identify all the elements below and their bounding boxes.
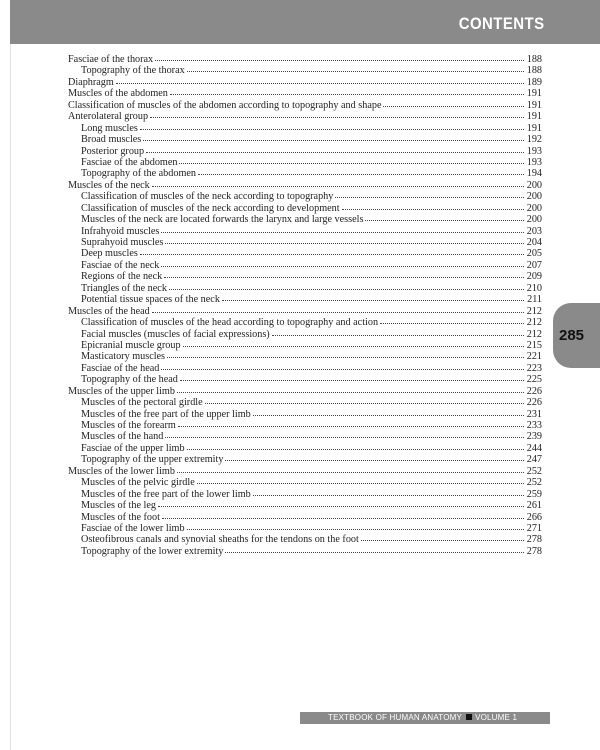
toc-entry [68,306,542,317]
toc-entry-page: 192 [526,134,542,146]
toc-entry-page: 252 [526,477,542,489]
toc-entry [68,466,542,477]
toc-entry [68,386,542,397]
toc-dot-leader [205,402,524,404]
toc-dot-leader [272,334,524,336]
toc-dot-leader [177,391,524,393]
toc-entry-title: Classification of muscles of the neck according to topography [81,191,334,203]
toc-entry-page: 203 [526,225,542,237]
toc-entry-title: Muscles of the hand [81,431,164,443]
toc-entry-title: Muscles of the neck [68,179,150,191]
toc-entry-page: 212 [526,328,542,340]
toc-entry [68,65,542,76]
toc-dot-leader [116,82,524,84]
toc-dot-leader [146,151,524,153]
toc-entry-title: Fasciae of the head [81,362,160,374]
toc-entry-title: Fasciae of the neck [81,259,160,271]
toc-entry-page: 188 [526,54,542,65]
toc-entry-page: 266 [526,511,542,523]
footer-book-title: TEXTBOOK OF HUMAN ANATOMY [328,713,463,722]
toc-entry [68,523,542,534]
toc-entry [68,203,542,214]
toc-dot-leader [383,105,524,107]
toc-dot-leader [335,196,524,198]
toc-entry-page: 212 [526,317,542,329]
toc-dot-leader [161,231,524,233]
toc-entry-title: Fasciae of the abdomen [81,156,178,168]
toc-entry-title: Classification of muscles of the head according to topography and action [81,317,379,329]
toc-entry-title: Classification of muscles of the abdomen according to topography and shape [68,99,382,111]
toc-entry-page: 226 [526,385,542,397]
toc-entry [68,226,542,237]
toc-entry-page: 278 [526,545,542,557]
toc-entry-page: 247 [526,454,542,466]
toc-dot-leader [140,128,524,130]
toc-entry-title: Suprahyoid muscles [81,237,164,248]
toc-entry-title: Classification of muscles of the neck according to development [81,202,340,214]
toc-dot-leader [365,219,524,221]
toc-entry-page: 211 [527,294,542,306]
toc-entry-title: Fasciae of the upper limb [81,442,185,454]
toc-entry-page: 204 [526,237,542,248]
toc-entry-title: Muscles of the forearm [81,420,176,431]
toc-dot-leader [180,379,524,381]
toc-dot-leader [225,459,524,461]
toc-entry-title: Deep muscles [81,248,138,260]
toc-entry-title: Masticatory muscles [81,351,166,363]
toc-entry [68,168,542,179]
toc-entry [68,477,542,488]
toc-dot-leader [162,517,524,519]
toc-entry-title: Muscles of the head [68,305,150,317]
toc-entry [68,88,542,99]
toc-dot-leader [183,345,524,347]
toc-dot-leader [170,93,524,95]
toc-entry-page: 194 [526,168,542,180]
toc-entry-page: 193 [526,145,542,157]
page-gutter-line [10,0,11,750]
toc-entry-title: Muscles of the lower limb [68,465,175,477]
toc-entry [68,214,542,225]
page-header [10,0,600,44]
toc-entry [68,271,542,282]
toc-dot-leader [179,162,524,164]
toc-entry [68,294,542,305]
toc-dot-leader [178,425,524,427]
toc-entry-page: 191 [526,99,542,111]
toc-dot-leader [361,539,524,541]
toc-entry [68,100,542,111]
toc-dot-leader [140,253,524,255]
toc-dot-leader [150,116,524,118]
toc-entry-title: Fasciae of the lower limb [81,522,185,534]
toc-entry-page: 226 [526,397,542,409]
toc-entry-page: 231 [526,408,542,420]
toc-entry-page: 225 [526,374,542,386]
toc-entry [68,237,542,248]
toc-entry-title: Osteofibrous canals and synovial sheaths for the tendons on the foot [81,534,359,546]
toc-dot-leader [164,276,524,278]
toc-entry-title: Facial muscles (muscles of facial expressions) [81,328,270,340]
toc-dot-leader [165,436,524,438]
toc-entry-title: Topography of the head [81,374,178,386]
toc-entry-title: Topography of the upper extremity [81,454,224,466]
toc-entry-title: Muscles of the abdomen [68,88,168,100]
toc-entry-title: Posterior group [81,145,145,157]
toc-entry-title: Epicranial muscle group [81,339,181,351]
toc-entry [68,157,542,168]
toc-entry [68,420,542,431]
toc-entry [68,123,542,134]
toc-entry-title: Long muscles [81,122,138,134]
toc-dot-leader [253,494,524,496]
toc-entry [68,374,542,385]
footer-volume: VOLUME 1 [475,713,518,722]
toc-entry-page: 212 [526,305,542,317]
toc-entry [68,111,542,122]
toc-entry-page: 207 [526,259,542,271]
toc-dot-leader [143,139,524,141]
toc-dot-leader [380,322,524,324]
footer-text [328,712,517,724]
toc-entry-title: Muscles of the pelvic girdle [81,477,195,489]
toc-dot-leader [187,528,524,530]
page-number-tab [553,303,600,368]
toc-dot-leader [253,414,524,416]
toc-entry-page: 191 [526,88,542,100]
toc-dot-leader [187,448,524,450]
toc-entry-page: 233 [526,420,542,431]
toc-entry [68,146,542,157]
toc-entry-title: Muscles of the neck are located forwards the larynx and large vessels [81,214,364,226]
toc-entry-page: 223 [526,362,542,374]
toc-dot-leader [161,368,524,370]
toc-entry-page: 261 [526,500,542,512]
toc-entry-page: 205 [526,248,542,260]
page-number: 285 [559,327,585,344]
toc-entry-page: 239 [526,431,542,443]
toc-entry-page: 259 [526,488,542,500]
toc-entry [68,512,542,523]
toc-entry-title: Regions of the neck [81,271,163,283]
toc-entry-page: 193 [526,156,542,168]
toc-entry [68,191,542,202]
toc-entry [68,489,542,500]
toc-dot-leader [197,482,524,484]
toc-entry-title: Triangles of the neck [81,282,167,294]
toc-entry-title: Muscles of the free part of the lower limb [81,488,251,500]
toc-entry-page: 209 [526,271,542,283]
toc-entry [68,340,542,351]
toc-entry [68,409,542,420]
toc-entry [68,534,542,545]
toc-entry [68,546,542,557]
page-title: CONTENTS [458,14,544,33]
toc-entry-title: Infrahyoid muscles [81,225,160,237]
toc-dot-leader [152,311,524,313]
toc-entry [68,363,542,374]
toc-entry-title: Topography of the lower extremity [81,545,224,557]
toc-dot-leader [155,59,524,61]
toc-entry-title: Broad muscles [81,134,142,146]
toc-dot-leader [187,70,524,72]
toc-entry-title: Muscles of the foot [81,511,160,523]
toc-entry-title: Potential tissue spaces of the neck [81,294,220,306]
toc-entry [68,248,542,259]
toc-entry-page: 271 [526,522,542,534]
toc-entry-page: 215 [526,339,542,351]
toc-entry-title: Muscles of the free part of the upper limb [81,408,251,420]
toc-entry [68,180,542,191]
toc-entry [68,431,542,442]
toc-entry-page: 188 [526,65,542,77]
footer-bar [300,712,550,724]
toc-entry-title: Diaphragm [68,76,114,88]
toc-entry [68,77,542,88]
toc-dot-leader [222,299,524,301]
toc-dot-leader [198,173,524,175]
toc-entry-page: 200 [526,191,542,203]
toc-entry [68,134,542,145]
toc-entry-title: Anterolateral group [68,111,149,123]
toc-entry-page: 189 [526,76,542,88]
toc-dot-leader [177,471,524,473]
toc-dot-leader [165,242,524,244]
toc-entry [68,397,542,408]
toc-entry-title: Topography of the abdomen [81,168,196,180]
toc-entry-page: 191 [526,122,542,134]
toc-dot-leader [342,208,524,210]
toc-entry-page: 210 [526,282,542,294]
toc-dot-leader [158,505,524,507]
toc-entry [68,351,542,362]
toc-entry-page: 252 [526,465,542,477]
toc-entry [68,317,542,328]
toc-dot-leader [161,265,524,267]
toc-entry-title: Topography of the thorax [81,65,185,77]
toc-entry [68,500,542,511]
toc-entry [68,443,542,454]
toc-entry-page: 200 [526,202,542,214]
table-of-contents [68,54,542,557]
toc-dot-leader [169,288,524,290]
square-bullet-icon [466,714,472,720]
toc-entry [68,260,542,271]
toc-entry-page: 244 [526,442,542,454]
toc-entry-title: Fasciae of the thorax [68,54,154,65]
toc-entry-title: Muscles of the pectoral girdle [81,397,203,409]
toc-entry-page: 200 [526,214,542,226]
toc-dot-leader [225,551,524,553]
toc-entry-page: 278 [526,534,542,546]
toc-entry [68,283,542,294]
toc-entry [68,54,542,65]
toc-entry [68,329,542,340]
toc-entry-page: 221 [526,351,542,363]
toc-dot-leader [167,356,524,358]
toc-entry-page: 191 [526,111,542,123]
toc-dot-leader [152,185,524,187]
toc-entry [68,454,542,465]
toc-entry-title: Muscles of the leg [81,500,156,512]
toc-entry-title: Muscles of the upper limb [68,385,175,397]
toc-entry-page: 200 [526,179,542,191]
